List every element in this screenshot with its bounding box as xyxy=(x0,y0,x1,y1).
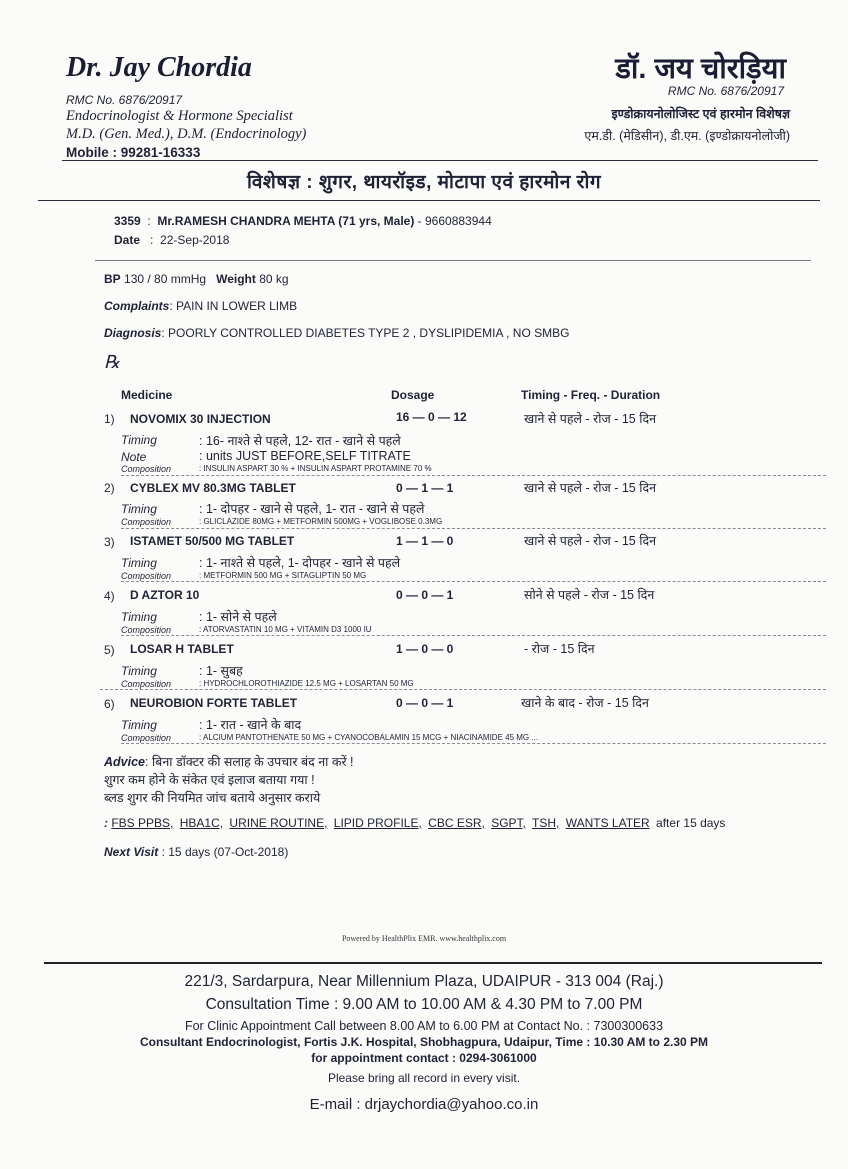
medicine-divider xyxy=(121,528,826,529)
advice-text-1: : बिना डॉक्टर की सलाह के उपचार बंद ना करें ! xyxy=(145,755,354,769)
medicine-composition: : METFORMIN 500 MG + SITAGLIPTIN 50 MG xyxy=(199,571,367,580)
medicine-frequency: - रोज - 15 दिन xyxy=(524,642,595,656)
date-label: Date xyxy=(114,233,141,247)
medicine-frequency: सोने से पहले - रोज - 15 दिन xyxy=(524,588,655,602)
timing-label: Timing xyxy=(121,610,157,624)
fortis-hospital: Consultant Endocrinologist, Fortis J.K. Hospital, Shobhagpura, Udaipur xyxy=(139,1035,549,1049)
medicine-composition: : ALCIUM PANTOTHENATE 50 MG + CYANOCOBALAMIN 15 MCG + NIACINAMIDE 45 MG ... xyxy=(199,733,539,742)
composition-label: Composition xyxy=(121,733,172,743)
rx-symbol: ℞ xyxy=(104,352,121,372)
composition-label: Composition xyxy=(121,679,172,689)
test-item: SGPT, xyxy=(491,816,526,830)
medicine-composition: : ATORVASTATIN 10 MG + VITAMIN D3 1000 IU xyxy=(199,625,372,634)
medicine-number: 2) xyxy=(104,481,115,495)
footer-records: Please bring all record in every visit. xyxy=(327,1071,521,1085)
doctor-name-hindi: डॉ. जय चोरड़िया xyxy=(615,53,786,85)
medicine-dosage: 0 — 0 — 1 xyxy=(396,696,454,710)
patient-sep: : xyxy=(144,214,155,228)
next-visit xyxy=(104,845,288,859)
medicine-dosage: 1 — 1 — 0 xyxy=(396,534,454,548)
bp-label: BP xyxy=(104,272,121,286)
medicine-number: 4) xyxy=(104,589,115,603)
fortis-time: , Time : 10.30 AM to 2.30 PM xyxy=(548,1035,709,1049)
footer-email: E-mail : drjaychordia@yahoo.co.in xyxy=(309,1096,539,1113)
patient-name: Mr.RAMESH CHANDRA MEHTA (71 yrs, Male) xyxy=(157,214,415,228)
composition-label: Composition xyxy=(121,517,172,527)
column-medicine: Medicine xyxy=(121,388,173,402)
rmc-number-left: RMC No. 6876/20917 xyxy=(66,93,183,107)
advice xyxy=(104,753,354,807)
test-item: HBA1C, xyxy=(179,816,224,830)
medicine-number: 6) xyxy=(104,697,115,711)
banner-divider xyxy=(38,200,820,201)
test-item: FBS PPBS, xyxy=(111,816,174,830)
degrees-right: एम.डी. (मेडिसीन), डी.एम. (इण्डोक्रायनोलोजी) xyxy=(584,129,790,143)
test-item: CBC ESR, xyxy=(428,816,485,830)
footer-divider xyxy=(44,962,822,964)
diagnosis-label: Diagnosis xyxy=(104,326,162,340)
medicine-composition: : GLICLAZIDE 80MG + METFORMIN 500MG + VOGLIBOSE 0.3MG xyxy=(199,517,443,526)
column-timing: Timing - Freq. - Duration xyxy=(521,388,661,402)
vitals xyxy=(104,272,289,286)
medicine-timing: : 1- सुबह xyxy=(199,664,243,678)
medicine-frequency: खाने से पहले - रोज - 15 दिन xyxy=(524,534,657,548)
patient-phone: - 9660883944 xyxy=(417,214,492,228)
powered-by: Powered by HealthPlix EMR. www.healthplix.com xyxy=(341,934,507,943)
medicine-divider xyxy=(121,581,826,582)
complaints-value: : PAIN IN LOWER LIMB xyxy=(169,299,298,313)
footer-address: 221/3, Sardarpura, Near Millennium Plaza, UDAIPUR - 313 004 (Raj.) xyxy=(184,973,664,990)
medicine-dosage: 0 — 1 — 1 xyxy=(396,481,454,495)
diagnosis-value: : POORLY CONTROLLED DIABETES TYPE 2 , DYSLIPIDEMIA , NO SMBG xyxy=(161,326,570,340)
specialty-banner: विशेषज्ञ : शुगर, थायरॉइड, मोटापा एवं हारमोन रोग xyxy=(246,172,602,193)
test-item: WANTS LATER xyxy=(565,816,650,830)
medicine-timing: : 1- दोपहर - खाने से पहले, 1- रात - खाने से पहले xyxy=(199,502,425,516)
timing-label: Timing xyxy=(121,556,157,570)
medicine-name: CYBLEX MV 80.3MG TABLET xyxy=(130,481,296,495)
degrees-left: M.D. (Gen. Med.), D.M. (Endocrinology) xyxy=(66,126,307,142)
complaints xyxy=(104,299,297,313)
medicine-timing: : 1- रात - खाने के बाद xyxy=(199,718,302,732)
patient-id: 3359 xyxy=(114,214,141,228)
patient-line xyxy=(114,212,492,231)
medicine-divider xyxy=(121,635,826,636)
timing-label: Timing xyxy=(121,718,157,732)
complaints-label: Complaints xyxy=(104,299,170,313)
medicine-name: NEUROBION FORTE TABLET xyxy=(130,696,298,710)
patient-divider xyxy=(95,260,811,261)
timing-label: Timing xyxy=(121,433,157,447)
note-label: Note xyxy=(121,450,147,464)
mobile-number: Mobile : 99281-16333 xyxy=(66,145,201,160)
header-divider xyxy=(62,160,818,161)
medicine-timing: : 1- नाश्ते से पहले, 1- दोपहर - खाने से पहले xyxy=(199,556,401,570)
medicine-number: 1) xyxy=(104,412,115,426)
bp-value: 130 / 80 mmHg xyxy=(124,272,207,286)
date-line xyxy=(114,231,492,250)
specialty-block-left xyxy=(66,107,306,143)
advice-line-1 xyxy=(104,753,354,771)
medicine-name: D AZTOR 10 xyxy=(130,588,200,602)
column-dosage: Dosage xyxy=(391,388,435,402)
medicine-divider xyxy=(121,475,826,476)
medicine-frequency: खाने से पहले - रोज - 15 दिन xyxy=(524,481,657,495)
medicine-composition: : INSULIN ASPART 30 % + INSULIN ASPART PROTAMINE 70 % xyxy=(199,464,432,473)
medicine-name: ISTAMET 50/500 MG TABLET xyxy=(130,534,295,548)
medicine-timing: : 1- सोने से पहले xyxy=(199,610,277,624)
next-visit-value: : 15 days (07-Oct-2018) xyxy=(161,845,289,859)
advice-label: Advice xyxy=(104,755,145,769)
weight-value: 80 kg xyxy=(259,272,289,286)
medicine-number: 5) xyxy=(104,643,115,657)
advice-text-3: ब्लड शुगर की नियमित जांच बताये अनुसार कराये xyxy=(104,791,321,805)
medicine-divider xyxy=(121,743,826,744)
next-visit-label: Next Visit xyxy=(104,845,159,859)
medicine-name: LOSAR H TABLET xyxy=(130,642,234,656)
specialty-left: Endocrinologist & Hormone Specialist xyxy=(66,108,293,124)
patient-info xyxy=(114,212,492,250)
doctor-name: Dr. Jay Chordia xyxy=(66,52,252,83)
composition-label: Composition xyxy=(121,571,172,581)
footer-appointment: For Clinic Appointment Call between 8.00 AM to 6.00 PM at Contact No. : 7300300633 xyxy=(184,1019,664,1033)
tests-suffix: after 15 days xyxy=(656,816,726,830)
medicine-note: : units JUST BEFORE,SELF TITRATE xyxy=(199,449,411,463)
diagnosis xyxy=(104,326,569,340)
specialty-block-right xyxy=(584,103,790,147)
tests-prefix: : xyxy=(104,816,108,830)
timing-label: Timing xyxy=(121,664,157,678)
medicine-timing: : 16- नाश्ते से पहले, 12- रात - खाने से पहले xyxy=(199,434,401,448)
medicine-dosage: 0 — 0 — 1 xyxy=(396,588,454,602)
medicine-name: NOVOMIX 30 INJECTION xyxy=(130,412,271,426)
footer-fortis xyxy=(0,1035,848,1049)
medicine-frequency: खाने से पहले - रोज - 15 दिन xyxy=(524,412,657,426)
composition-label: Composition xyxy=(121,625,172,635)
medicine-frequency: खाने के बाद - रोज - 15 दिन xyxy=(521,696,649,710)
footer-fortis-contact: for appointment contact : 0294-3061000 xyxy=(311,1051,537,1065)
medicine-divider xyxy=(100,689,826,690)
test-item: URINE ROUTINE, xyxy=(229,816,328,830)
weight-label: Weight xyxy=(216,272,256,286)
composition-label: Composition xyxy=(121,464,172,474)
medicine-dosage: 16 — 0 — 12 xyxy=(396,410,467,424)
medicine-composition: : HYDROCHLOROTHIAZIDE 12.5 MG + LOSARTAN 50 MG xyxy=(199,679,414,688)
test-item: TSH, xyxy=(532,816,560,830)
test-item: LIPID PROFILE, xyxy=(333,816,422,830)
tests xyxy=(104,816,725,830)
advice-text-2: शुगर कम होने के संकेत एवं इलाज बताया गया ! xyxy=(104,773,315,787)
specialty-right: इण्डोक्रायनोलोजिस्ट एवं हारमोन विशेषज्ञ xyxy=(611,107,790,121)
rmc-number-right: RMC No. 6876/20917 xyxy=(667,84,784,98)
visit-date: 22-Sep-2018 xyxy=(160,233,230,247)
timing-label: Timing xyxy=(121,502,157,516)
date-sep: : xyxy=(143,233,157,247)
medicine-number: 3) xyxy=(104,535,115,549)
footer-consultation: Consultation Time : 9.00 AM to 10.00 AM & 4.30 PM to 7.00 PM xyxy=(205,996,643,1013)
medicine-dosage: 1 — 0 — 0 xyxy=(396,642,454,656)
